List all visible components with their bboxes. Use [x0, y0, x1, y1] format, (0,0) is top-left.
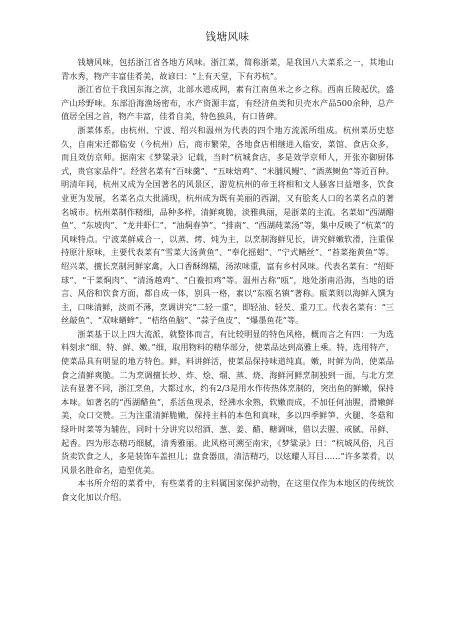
paragraph-note: 本书所介绍的菜肴中，有些菜肴的主料属国家保护动物，在这里仅作为本地区的传统饮食文化加以介绍。: [61, 478, 394, 502]
paragraph-geography: 浙江省位于我国东海之滨，北部水道成网，素有江南鱼米之乡之称。西南丘陵起伏，盛产山珍野味。东部沿海渔场密布，水产资源丰富，有经济鱼类和贝壳水产品500余种，总产值居全国之首，物产丰富，佳肴自美，特色独具，有口皆碑。: [61, 84, 394, 122]
paragraph-intro: 钱塘风味，包括浙江省各地方风味。浙江菜，简称浙菜，是我国八大菜系之一，其地山青水秀，物产丰富佳肴美，故谚曰：“上有天堂，下有苏杭”。: [61, 57, 394, 81]
paragraph-schools: 浙菜体系，由杭州、宁波、绍兴和温州为代表的四个地方流派所组成。杭州菜历史悠久，自南宋迁都临安（今杭州）后，商市繁荣，各地食店相继进入临安，菜馆、食店众多，而且效仿京师。据南宋《梦粱录》记载，当时“杭城食店，多是效学京师人，开张亦御厨体式，贵官家品件”。经营名菜有“百味羹”、“五味焙鸡”、“米脯风鳗”、“酒蒸鲥鱼”等近百种。明清年间，杭州又成为全国著名的风景区，游览杭州的帝王将相和文人骚客日益增多，饮食业更为发展，名菜名点大批涌现，杭州成为既有美丽的西湖，又有脍炙人口的名菜名点的著名城市。杭州菜制作精细，品种多样，清鲜爽脆，淡雅典丽，是浙菜的主流。名菜如“西湖醋鱼”、“东坡肉”、“龙井虾仁”、“油焖春笋”、“排南”、“西湖莼菜汤”等，集中反映了“杭菜”的风味特点。宁波菜鲜咸合一，以蒸、烤、炖为主，以烹制海鲜见长，讲究鲜嫩软滑，注重保持原汁原味，主要代表菜有“雪菜大汤黄鱼”、“奉化摇蚶”、“宁式鳝丝”、“苔菜拖黄鱼”等。绍兴菜，擅长烹制河鲜家禽，入口香酥绵糯，汤浓味重，富有乡村风味。代表名菜有：“绍虾球”、“干菜焖肉”、“清汤越鸡”、“白鲞扣鸡”等。温州古称“瓯”，地处浙南沿海，当地的语言、风俗和饮食方面，都自成一体，别具一格，素以“东瓯名镇”著称。瓯菜则以海鲜入馔为主，口味清鲜，淡而不薄，烹调讲究“二轻一重”，即轻油、轻芡、重刀工。代表名菜有：“三丝敲鱼”、“双味蝤蛑”、“桔络鱼脑”、“蒜子鱼皮”、“爆墨鱼花”等。: [61, 124, 394, 326]
document-title: 钱塘风味: [205, 31, 250, 43]
paragraph-characteristics: 浙菜基于以上四大流派，就整体而言，有比较明显的特色风格，概而言之有四：一为选料刻求“细、特、鲜、嫩。”细，取用物料的精华部分，使菜品达到高雅上乘。特，选用特产，使菜品具有明显的地方特色。鲜，料讲鲜活，使菜品保持味道纯真。嫩，时鲜为尚，使菜品食之清鲜爽脆。二为烹调擅长炒、炸、烩、熘、蒸、烧、海鲜河鲜烹制独到一面，与北方烹法有显著不同，浙江烹鱼，大都过水，约有2/3是用水作传热体烹制的，突出鱼的鲜嫩，保持本味。如著名的“西湖醋鱼”，系活鱼现杀，经沸水氽熟，软嫩而成，不加任何油腥，滑嫩鲜美，众口交赞。三为注重清鲜脆嫩，保持主料的本色和真味，多以四季鲜笋、火腿、冬菇和绿叶时菜等为辅佐，同时十分讲究以绍酒、葱、姜、醋、糖调味，借以去腥、戒腻、吊鲜、起香。四为形态精巧细腻，清秀雅丽。此风格可溯至南宋，《梦粱录》曰：“杭城风俗，凡百货卖饮食之人，多是装饰车盖担儿；盘食器皿，清洁精巧，以炫耀人耳目……”许多菜肴，以风景名胜命名，造型优美。: [61, 328, 394, 475]
